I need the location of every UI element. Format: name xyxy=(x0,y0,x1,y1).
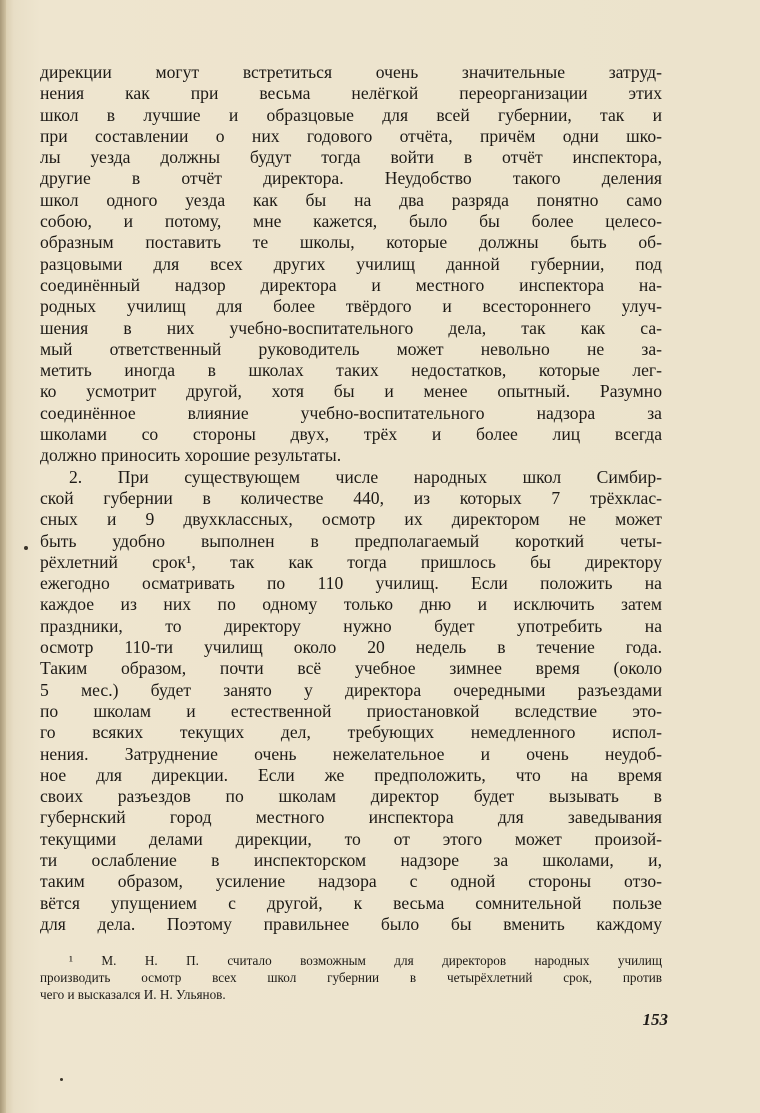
text-line: шения в них учебно-воспитательного дела, так как са- xyxy=(40,317,662,338)
text-line: праздники, то директору нужно будет употребить на xyxy=(40,615,662,636)
paragraph-end-line: должно приносить хорошие результаты. xyxy=(40,445,342,466)
text-line: ежегодно осматривать по 110 училищ. Если положить на xyxy=(40,573,662,594)
text-line: ти ослабление в инспекторском надзоре за школами, и, xyxy=(40,849,662,870)
footnote-line: производить осмотр всех школ губернии в четырёхлетний срок, против xyxy=(40,970,662,985)
text-line: ное для дирекции. Если же предположить, что на время xyxy=(40,764,662,785)
page-spine-edge xyxy=(0,0,6,1113)
text-line: родных училищ для более твёрдого и всестороннего улуч- xyxy=(40,296,662,317)
text-line: по школам и естественной приостановкой вследствие это- xyxy=(40,700,662,721)
text-line: дирекции могут встретиться очень значительные затруд- xyxy=(40,62,662,82)
footnote-ref-line: рёхлетний срок¹, так как тогда пришлось бы директору xyxy=(40,551,662,572)
main-text xyxy=(40,62,662,935)
text-line: осмотр 110-ти училищ около 20 недель в течение года. xyxy=(40,637,662,658)
text-line: текущими делами дирекции, то от этого может произой- xyxy=(40,828,662,849)
text-line: образным поставить те школы, которые должны быть об- xyxy=(40,232,662,253)
text-line: 5 мес.) будет занято у директора очередными разъездами xyxy=(40,679,662,700)
paragraph-start-line: 2. При существующем числе народных школ Симбир- xyxy=(69,466,662,487)
text-line: быть удобно выполнен в предполагаемый короткий четы- xyxy=(40,530,662,551)
text-line: Таким образом, почти всё учебное зимнее время (около xyxy=(40,658,662,679)
text-line: при составлении о них годового отчёта, причём одни шко- xyxy=(40,125,662,146)
footnote-block xyxy=(40,952,662,1003)
text-line: сных и 9 двухклассных, осмотр их директором не может xyxy=(40,509,662,530)
paper-speck xyxy=(60,1078,63,1081)
text-line: школ одного уезда как бы на два разряда понятно само xyxy=(40,189,662,210)
text-line: своих разъездов по школам директор будет вызывать в xyxy=(40,786,662,807)
text-line: другие в отчёт директора. Неудобство такого деления xyxy=(40,168,662,189)
text-line: нения как при весьма нелёгкой переорганизации этих xyxy=(40,83,662,104)
text-line: разцовыми для всех других училищ данной губернии, под xyxy=(40,253,662,274)
text-line: мый ответственный руководитель может невольно не за- xyxy=(40,338,662,359)
text-line: лы уезда должны будут тогда войти в отчёт инспектора, xyxy=(40,147,662,168)
text-line: собою, и потому, мне кажется, было бы более целесо- xyxy=(40,211,662,232)
text-line: соединённый надзор директора и местного инспектора на- xyxy=(40,274,662,295)
text-line: таким образом, усиление надзора с одной стороны отзо- xyxy=(40,871,662,892)
footnote-line: чего и высказался И. Н. Ульянов. xyxy=(40,987,226,1002)
text-line: го всяких текущих дел, требующих немедленного испол- xyxy=(40,722,662,743)
footnote-line: ¹ М. Н. П. считало возможным для директоров народных училищ xyxy=(69,953,662,968)
text-line: школами со стороны двух, трёх и более лиц всегда xyxy=(40,424,662,445)
text-line: каждое из них по одному только дню и исключить затем xyxy=(40,594,662,615)
text-line: ской губернии в количестве 440, из которых 7 трёхклас- xyxy=(40,487,662,508)
text-line: соединённое влияние учебно-воспитательного надзора за xyxy=(40,402,662,423)
text-line: губернский город местного инспектора для заведывания xyxy=(40,807,662,828)
text-line: вётся упущением с другой, к весьма сомнительной пользе xyxy=(40,892,662,913)
text-line: школ в лучшие и образцовые для всей губернии, так и xyxy=(40,104,662,125)
text-line: для дела. Поэтому правильнее было бы вменить каждому xyxy=(40,913,662,934)
page-number: 153 xyxy=(642,1010,668,1029)
paper-speck xyxy=(24,546,28,550)
text-line: метить иногда в школах таких недостатков, которые лег- xyxy=(40,360,662,381)
text-line: ко усмотрит другой, хотя бы и менее опытный. Разумно xyxy=(40,381,662,402)
text-line: нения. Затруднение очень нежелательное и очень неудоб- xyxy=(40,743,662,764)
